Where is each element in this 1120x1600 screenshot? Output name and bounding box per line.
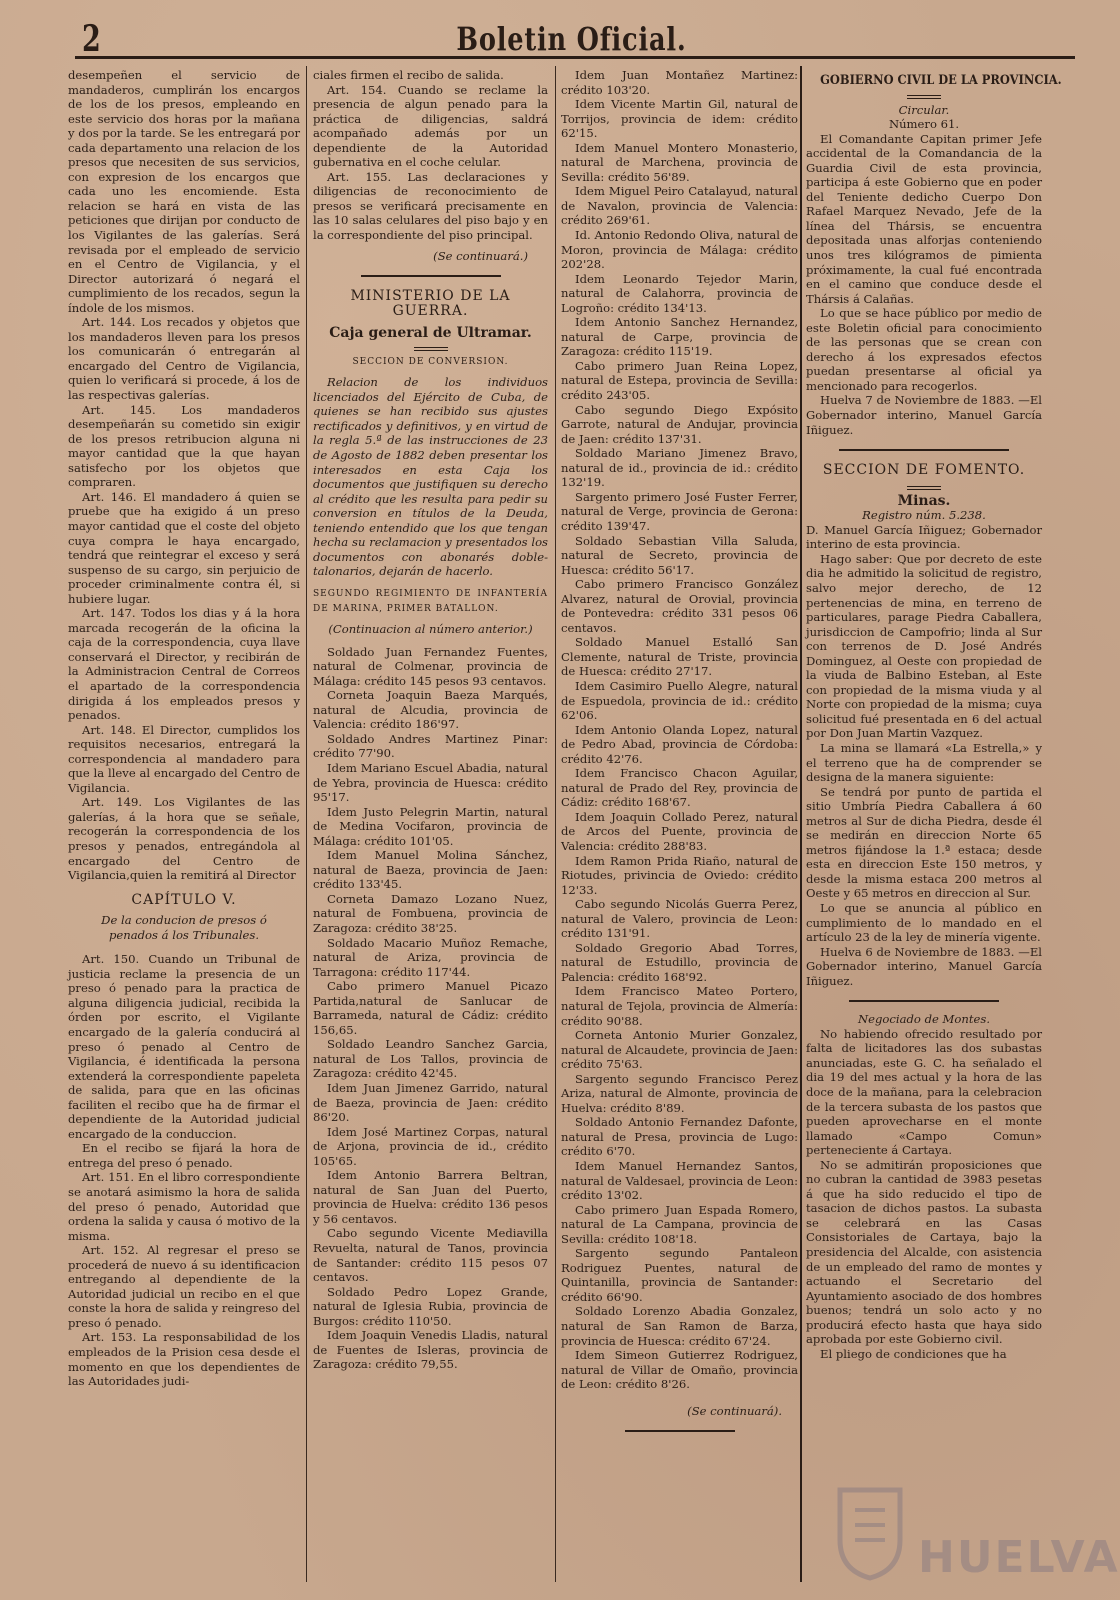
paragraph: Art. 149. Los Vigilantes de las galerías, á la hora que se señale, recogerán la correspondencia de los presos y penados, entregándola al encargado del Centro de Vigilancia,quien la remitirá al Director <box>68 795 300 883</box>
section-separator <box>361 275 501 277</box>
list-item: Soldado Sebastian Villa Saluda, natural de Secreto, provincia de Huesca: crédito 56'17. <box>561 533 798 577</box>
continuation-note: (Se continuará). <box>687 1403 782 1418</box>
paragraph: Art. 145. Los mandaderos desempeñarán su cometido sin exigir de los presos retribucion alguna ni mayor cantidad que la que hayan satisfecho por los objetos que compraren. <box>68 402 300 490</box>
paragraph: Art. 147. Todos los dias y á la hora marcada recogerán de la oficina la caja de la correspondencia, cuya llave conservará el Director, y recibirán de la Administracion Central de Correos el apartado de la correspondencia dirigida á los empleados presos y penados. <box>68 606 300 723</box>
column-divider <box>306 66 307 1582</box>
paragraph: Art. 150. Cuando un Tribunal de justicia reclame la presencia de un preso ó penado para la practica de alguna diligencia judicial, recibida la órden por escrito, el Vigilante encargado de la galería conducirá al preso ó penado al Centro de Vigilancia, é identificada la persona extenderá la correspondiente papeleta de salida, para que en las oficinas faciliten el recibo que ha de firmar el dependiente de la Autoridad judicial encargado de la conduccion. <box>68 952 300 1141</box>
list-item: Idem Antonio Barrera Beltran, natural de San Juan del Puerto, provincia de Huelva: crédito 136 pesos y 56 centavos. <box>313 1168 548 1226</box>
page-header <box>70 10 1073 60</box>
paragraph: No habiendo ofrecido resultado por falta de licitadores las dos subastas anunciadas, este G. C. ha señalado el dia 19 del mes actual y la hora de las doce de la mañana, para la celebracion de la tercera subasta de los pastos que pueden aprovecharse en el monte llamado «Campo Comun» perteneciente á Cartaya. <box>806 1026 1042 1158</box>
list-item: Idem Miguel Peiro Catalayud, natural de Navalon, provincia de Valencia: crédito 269'61. <box>561 184 798 228</box>
column-divider <box>800 66 802 1582</box>
column-3 <box>561 68 798 1580</box>
list-item: Idem José Martinez Corpas, natural de Arjona, provincia de id., crédito 105'65. <box>313 1124 548 1168</box>
chapter-heading: CAPÍTULO V. <box>131 891 237 908</box>
paragraph: El Comandante Capitan primer Jefe accidental de la Comandancia de la Guardia Civil de esta provincia, participa á este Gobierno que en poder del Teniente dedicho Cuerpo Don Rafael Marquez Nevado, Jefe de la línea del Thársis, se encuentra depositada unas alforjas conteniendo unos tres kilógramos de pimienta próximamente, la cual fué encontrada en el camino que conduce desde el Thársis á Calañas. <box>806 131 1042 306</box>
intro-paragraph: Relacion de los individuos licenciados del Ejército de Cuba, de quienes se han recibido sus ajustes rectificados y definitivos, y en virtud de la regla 5.ª de las instrucciones de 23 de Agosto de 1882 deben presentar los interesados en esta Caja los documentos que justifiquen su derecho al crédito que les resulta para pedir su conversion en títulos de la Deuda, teniendo entendido que los que tengan hecha su reclamacion y presentados los documentos con abonarés doble-talonarios, dejarán de hacerlo. <box>313 375 548 579</box>
list-item: Idem Manuel Hernandez Santos, natural de Valdesael, provincia de Leon: crédito 13'02. <box>561 1159 798 1203</box>
paragraph: No se admitirán proposiciones que no cubran la cantidad de 3983 pesetas á que ha sido reducido el tipo de tasacion de dichos pastos. La subasta se celebrará en las Casas Consistoriales de Cartaya, bajo la presidencia del Alcalde, con asistencia de un empleado del ramo de montes y actuando el Secretario del Ayuntamiento asociado de dos hombres buenos; tendrá un solo acto y no producirá efecto hasta que haya sido aprobada por este Gobierno civil. <box>806 1157 1042 1347</box>
continuation-note: (Continuacion al número anterior.) <box>328 622 533 637</box>
list-item: Idem Manuel Montero Monasterio, natural de Marchena, provincia de Sevilla: crédito 56'89. <box>561 140 798 184</box>
paragraph: El pliego de condiciones que ha <box>820 1346 1007 1361</box>
paragraph: Lo que se hace público por medio de este Boletin oficial para conocimiento de las personas que se crean con derecho á los expresados efectos puedan presentarse al oficial ya mencionado para recogerlos. <box>806 306 1042 393</box>
list-item: Cabo primero Manuel Picazo Partida,natural de Sanlucar de Barrameda, natural de Cádiz: crédito 156,65. <box>313 979 548 1037</box>
subsection-heading: Minas. <box>897 492 951 509</box>
list-item: Soldado Pedro Lopez Grande, natural de Iglesia Rubia, provincia de Burgos: crédito 110'50. <box>313 1284 548 1328</box>
paragraph: D. Manuel García Iñiguez; Gobernador interino de esta provincia. <box>806 522 1042 552</box>
paragraph: La mina se llamará «La Estrella,» y el terreno que ha de comprender se designa de la manera siguiente: <box>806 740 1042 785</box>
section-label: SECCION DE CONVERSION. <box>352 356 509 367</box>
section-separator <box>849 1000 999 1002</box>
paragraph: Huelva 6 de Noviembre de 1883. —El Gobernador interino, Manuel García Iñiguez. <box>806 944 1042 988</box>
paragraph: Hago saber: Que por decreto de este dia he admitido la solicitud de registro, salvo mejor derecho, de 12 pertenencias de mina, en terreno de particulares, parage Piedra Caballera, jurisdiccion de Campofrio; linda al Sur con terrenos de D. José Andrés Dominguez, al Oeste con propiedad de la viuda de Balbino Esteban, al Este con propiedad de la misma viuda y al Norte con propiedad de la misma; cuya solicitud fué presentada en 6 del actual por Don Juan Martin Vazquez. <box>806 551 1042 741</box>
section-separator <box>625 1430 735 1432</box>
list-item: Idem Manuel Molina Sánchez, natural de Baeza, provincia de Jaen: crédito 133'45. <box>313 848 548 892</box>
list-item: Soldado Juan Fernandez Fuentes, natural de Colmenar, provincia de Málaga: crédito 145 pesos 93 centavos. <box>313 644 548 688</box>
paragraph: Art. 144. Los recados y objetos que los mandaderos lleven para los presos los comunicarán ó entregarán al encargado del Centro de Vigilancia, quien lo verificará si procede, á los de las respectivas galerías. <box>68 315 300 403</box>
paragraph: En el recibo se fijará la hora de entrega del preso ó penado. <box>68 1141 300 1170</box>
circular-number: Número 61. <box>888 117 960 132</box>
entry-list <box>561 68 798 1392</box>
paragraph: Se tendrá por punto de partida el sitio Umbría Piedra Caballera á 60 metros al Sur de dicha Piedra, desde él se medirán en direccion Norte 65 metros fijándose la 1.ª estaca; desde esta en direccion Este 150 metros, y desde la misma estaca 200 metros al Oeste y 65 metros en direccion al Sur. <box>806 784 1042 901</box>
paragraph: Huelva 7 de Noviembre de 1883. —El Gobernador interino, Manuel García Iñiguez. <box>806 393 1042 437</box>
list-item: Soldado Andres Martinez Pinar: crédito 77'90. <box>313 731 548 761</box>
list-item: Idem Juan Jimenez Garrido, natural de Baeza, provincia de Jaen: crédito 86'20. <box>313 1081 548 1125</box>
list-item: Corneta Joaquin Baeza Marqués, natural de Alcudia, provincia de Valencia: crédito 186'97. <box>313 688 548 732</box>
ministry-heading: MINISTERIO DE LA GUERRA. <box>350 288 511 319</box>
shield-icon <box>830 1480 910 1580</box>
list-item: Idem Justo Pelegrin Martin, natural de Medina Vocifaron, provincia de Málaga: crédito 101'05. <box>313 804 548 848</box>
list-item: Sargento primero José Fuster Ferrer, natural de Verge, provincia de Gerona: crédito 139'47. <box>561 489 798 533</box>
list-item: Soldado Mariano Jimenez Bravo, natural de id., provincia de id.: crédito 132'19. <box>561 446 798 490</box>
list-item: Idem Antonio Sanchez Hernandez, natural de Carpe, provincia de Zaragoza: crédito 115'19. <box>561 315 798 359</box>
list-item: Soldado Manuel Estalló San Clemente, natural de Triste, provincia de Huesca: crédito 27'17. <box>561 635 798 679</box>
ornament-rule <box>907 486 941 490</box>
list-item: Idem Mariano Escuel Abadia, natural de Yebra, provincia de Huesca: crédito 95'17. <box>313 760 548 805</box>
subsection-heading: Caja general de Ultramar. <box>329 325 532 342</box>
list-item: Cabo primero Juan Reina Lopez, natural de Estepa, provincia de Sevilla: crédito 243'05. <box>561 358 798 403</box>
list-item: Cabo primero Francisco González Alvarez, natural de Orovial, provincia de Pontevedra: crédito 331 pesos 06 centavos. <box>561 577 798 635</box>
paragraph: Lo que se anuncia al público en cumplimiento de lo mandado en el artículo 23 de la ley de minería vigente. <box>806 900 1042 945</box>
list-item: Idem Simeon Gutierrez Rodriguez, natural de Villar de Omaño, provincia de Leon: crédito 8'26. <box>561 1348 798 1392</box>
list-item: Idem Antonio Olanda Lopez, natural de Pedro Abad, provincia de Córdoba: crédito 42'76. <box>561 722 798 766</box>
ornament-rule <box>414 347 448 351</box>
list-item: Idem Leonardo Tejedor Marin, natural de Calahorra, provincia de Logroño: crédito 134'13. <box>561 271 798 315</box>
list-item: Idem Vicente Martin Gil, natural de Torrijos, provincia de idem: crédito 62'15. <box>561 97 798 141</box>
list-item: Cabo segundo Diego Expósito Garrote, natural de Andujar, provincia de Jaen: crédito 137'31. <box>561 402 798 446</box>
archive-watermark <box>830 1480 1120 1590</box>
list-item: Idem Juan Montañez Martinez: crédito 103'20. <box>561 68 798 97</box>
section-heading: SECCION DE FOMENTO. <box>822 462 1026 479</box>
column-2 <box>313 68 548 1580</box>
column-1 <box>68 68 300 1580</box>
ornament-rule <box>907 95 941 99</box>
list-item: Corneta Antonio Murier Gonzalez, natural de Alcaudete, provincia de Jaen: crédito 75'63. <box>561 1028 798 1072</box>
column-divider <box>555 66 556 1582</box>
list-item: Sargento segundo Francisco Perez Ariza, natural de Almonte, provincia de Huelva: crédito 8'89. <box>561 1071 798 1115</box>
list-item: Corneta Damazo Lozano Nuez, natural de Fombuena, provincia de Zaragoza: crédito 38'25. <box>313 891 548 935</box>
list-item: Soldado Lorenzo Abadia Gonzalez, natural de San Ramon de Barza, provincia de Huesca: crédito 67'24. <box>561 1304 798 1348</box>
list-item: Soldado Leandro Sanchez Garcia, natural de Los Tallos, provincia de Zaragoza: crédito 42'45. <box>313 1037 548 1081</box>
paragraph: Art. 148. El Director, cumplidos los requisitos necesarios, entregará la correspondencia al mandadero para que la lleve al encargado del Centro de Vigilancia. <box>68 722 300 795</box>
list-item: Idem Francisco Chacon Aguilar, natural de Prado del Rey, provincia de Cádiz: crédito 168'67. <box>561 766 798 810</box>
list-item: Idem Casimiro Puello Alegre, natural de Espuedola, provincia de id.: crédito 62'06. <box>561 678 798 723</box>
circular-label: Circular. <box>898 102 950 117</box>
paragraph: ciales firmen el recibo de salida. <box>313 68 504 82</box>
header-rule <box>75 56 1075 59</box>
list-item: Cabo segundo Nicolás Guerra Perez, natural de Valero, provincia de Leon: crédito 131'91. <box>561 897 798 941</box>
list-item: Soldado Gregorio Abad Torres, natural de Estudillo, provincia de Palencia: crédito 168'92. <box>561 940 798 984</box>
list-item: Idem Joaquin Venedis Lladis, natural de Fuentes de Isleras, provincia de Zaragoza: crédito 79,55. <box>313 1328 548 1372</box>
list-item: Id. Antonio Redondo Oliva, natural de Moron, provincia de Málaga: crédito 202'28. <box>561 228 798 272</box>
list-item: Idem Francisco Mateo Portero, natural de Tejola, provincia de Almería: crédito 90'88. <box>561 984 798 1028</box>
paragraph: Art. 153. La responsabilidad de los empleados de la Prision cesa desde el momento en que los dependientes de las Autoridades judi- <box>68 1330 300 1389</box>
government-heading: GOBIERNO CIVIL DE LA PROVINCIA. <box>820 73 1062 88</box>
regiment-label: SEGUNDO REGIMIENTO DE INFANTERÍA DE MARINA, PRIMER BATALLON. <box>313 588 548 614</box>
chapter-subtitle: De la conducion de presos ó penados á los Tribunales. <box>101 913 267 942</box>
continuation-note: (Se continuará.) <box>433 248 528 263</box>
list-item: Cabo primero Juan Espada Romero, natural de La Campana, provincia de Sevilla: crédito 108'18. <box>561 1202 798 1246</box>
page-number: 2 <box>82 18 101 60</box>
paragraph: Art. 152. Al regresar el preso se procederá de nuevo á su identificacion entregando al dependiente de la Autoridad judicial un recibo en el que conste la hora de salida y reingreso del preso ó penado. <box>68 1243 300 1330</box>
section-separator <box>839 449 1009 451</box>
paragraph: Art. 151. En el libro correspondiente se anotará asimismo la hora de salida del preso ó penado, Autoridad que ordena la salida y causa ó motivo de la misma. <box>68 1170 300 1243</box>
list-item: Cabo segundo Vicente Mediavilla Revuelta, natural de Tanos, provincia de Santander: crédito 115 pesos 07 centavos. <box>313 1226 548 1285</box>
column-4 <box>806 68 1062 1580</box>
registry-number: Registro núm. 5.238. <box>862 508 986 523</box>
list-item: Soldado Macario Muñoz Remache, natural de Ariza, provincia de Tarragona: crédito 117'44. <box>313 935 548 979</box>
paragraph: Art. 146. El mandadero á quien se pruebe que ha exigido á un preso mayor cantidad que el coste del objeto cuya compra le haya encargado, tendrá que reintegrar el exceso y será suspenso de su cargo, sin perjuicio de proceder criminalmente contra él, si hubiere lugar. <box>68 489 300 606</box>
paragraph: desempeñen el servicio de mandaderos, cumplirán los encargos de los de los presos, empleando en este servicio dos horas por la mañana y dos por la tarde. Se les entregará por cada departamento una relacion de los presos que necesiten de sus servicios, con expresion de los encargos que cada uno les encomiende. Esta relacion se hará en vista de las peticiones que dirijan por conducto de los Vigilantes de las galerías. Será revisada por el empleado de servicio en el Centro de Vigilancia, y el Director autorizará ó negará el cumplimiento de los recados, segun la índole de los mismos. <box>68 68 300 315</box>
subsection-heading: Negociado de Montes. <box>857 1012 991 1027</box>
paragraph: Art. 155. Las declaraciones y diligencias de reconocimiento de presos se verificará precisamente en las 10 salas celulares del piso bajo y en la correspondiente del piso principal. <box>313 169 548 243</box>
list-item: Sargento segundo Pantaleon Rodriguez Puentes, natural de Quintanilla, provincia de Santander: crédito 66'90. <box>561 1246 798 1304</box>
watermark-text: HUELVA <box>918 1532 1120 1583</box>
paragraph: Art. 154. Cuando se reclame la presencia de algun penado para la práctica de diligencias, saldrá acompañado además por un dependiente de la Autoridad gubernativa en el coche celular. <box>313 82 548 170</box>
list-item: Idem Joaquin Collado Perez, natural de Arcos del Puente, provincia de Valencia: crédito 288'83. <box>561 809 798 853</box>
newspaper-title: Boletin Oficial. <box>456 20 687 58</box>
entry-list <box>313 645 548 1372</box>
list-item: Soldado Antonio Fernandez Dafonte, natural de Presa, provincia de Lugo: crédito 6'70. <box>561 1115 798 1159</box>
list-item: Idem Ramon Prida Riaño, natural de Riotudes, privincia de Oviedo: crédito 12'33. <box>561 853 798 897</box>
